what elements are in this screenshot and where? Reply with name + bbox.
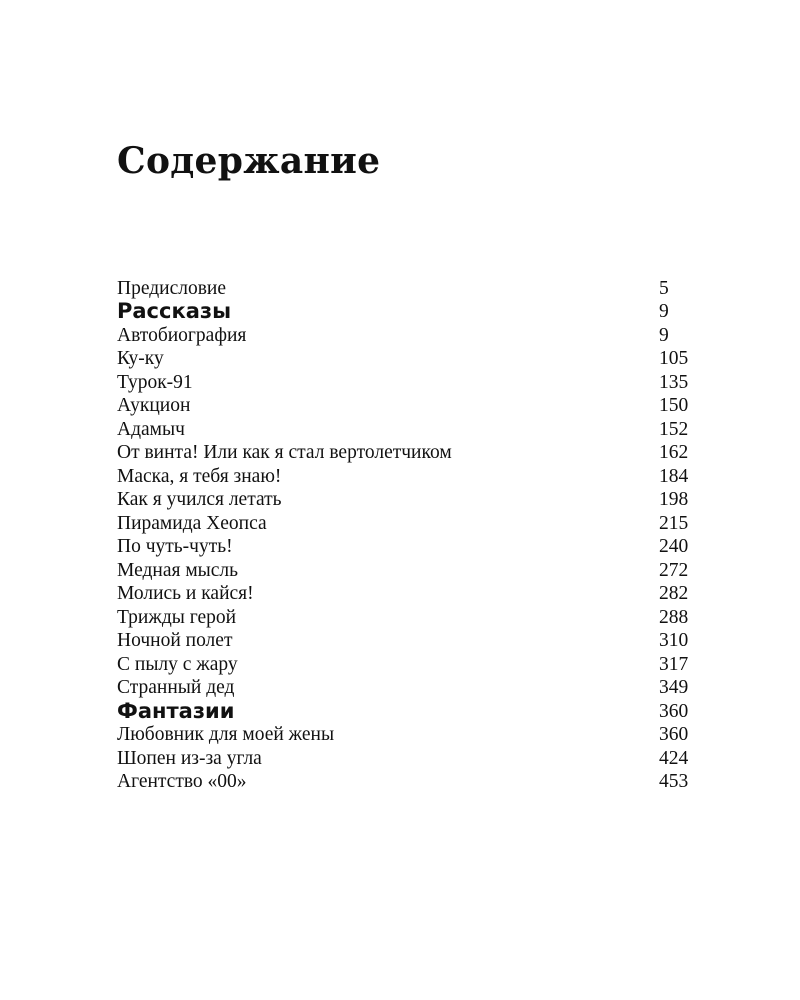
toc-entry-row: [117, 277, 697, 301]
page-title: Содержание: [117, 140, 381, 182]
toc-section-title: Фантазии: [117, 698, 235, 723]
toc-entry-row: [117, 395, 697, 419]
toc-entry-title: Маска, я тебя знаю!: [117, 465, 282, 487]
toc-entry-title: Предисловие: [117, 277, 227, 299]
toc-entry-row: [117, 536, 697, 560]
toc-entry-title: Турок-91: [117, 371, 193, 393]
toc-entry-title: Шопен из-за угла: [117, 747, 262, 769]
toc-entry-title: С пылу с жару: [117, 653, 238, 675]
toc-entry-row: [117, 465, 697, 489]
toc-entry-row: [117, 771, 697, 795]
toc-page-number: 360: [659, 700, 689, 722]
toc-page-number: 198: [659, 489, 689, 510]
toc-section-title: Рассказы: [117, 299, 232, 323]
toc-page-number: 105: [659, 348, 689, 369]
toc-page-number: 162: [659, 442, 689, 463]
toc-page-number: 184: [659, 465, 689, 487]
toc-entry-title: Пирамида Хеопса: [117, 512, 267, 534]
toc-entry-row: [117, 489, 697, 513]
toc-entry-title: Молись и кайся!: [117, 583, 254, 604]
toc-section-row: [117, 700, 697, 724]
toc-section-row: [117, 301, 697, 325]
toc-entry-title: Любовник для моей жены: [117, 724, 335, 745]
toc-page-number: 240: [659, 536, 689, 557]
toc-entry-title: Ку-ку: [117, 348, 164, 369]
toc-entry-title: Медная мысль: [117, 559, 239, 581]
toc-page-number: 272: [659, 559, 689, 581]
toc-entry-row: [117, 418, 697, 442]
toc-page-number: 360: [659, 724, 689, 745]
toc-page-number: 310: [659, 630, 689, 651]
toc-entry-title: Автобиография: [117, 324, 247, 346]
toc-entry-row: [117, 559, 697, 583]
toc-entry-title: Адамыч: [117, 418, 185, 440]
toc-entry-row: [117, 512, 697, 536]
toc-entry-row: [117, 724, 697, 748]
toc-entry-row: [117, 677, 697, 701]
toc-entry-title: От винта! Или как я стал вертолетчиком: [117, 442, 452, 463]
toc-page-number: 424: [659, 747, 689, 769]
toc-entry-row: [117, 442, 697, 466]
toc-page-number: 150: [659, 395, 689, 416]
toc-page-number: 152: [659, 418, 689, 440]
toc-entry-title: Странный дед: [117, 677, 235, 698]
toc-entry-row: [117, 348, 697, 372]
toc-page-number: 9: [659, 324, 669, 346]
toc-page-number: 5: [659, 277, 669, 299]
toc-entry-title: Аукцион: [117, 395, 191, 416]
toc-entry-row: [117, 606, 697, 630]
toc-entry-row: [117, 324, 697, 348]
toc-page-number: 349: [659, 677, 689, 698]
toc-entry-title: Агентство «00»: [117, 771, 247, 792]
toc-page-number: 215: [659, 512, 689, 534]
toc-entry-title: Трижды герой: [117, 606, 237, 628]
toc-page-number: 317: [659, 653, 689, 675]
table-of-contents: [117, 277, 697, 794]
toc-entry-title: По чуть-чуть!: [117, 536, 233, 557]
toc-page-number: 282: [659, 583, 689, 604]
toc-entry-row: [117, 583, 697, 607]
toc-entry-title: Ночной полет: [117, 630, 233, 651]
toc-page-number: 9: [659, 301, 669, 322]
toc-entry-row: [117, 371, 697, 395]
toc-entry-title: Как я учился летать: [117, 489, 282, 510]
toc-page-number: 453: [659, 771, 689, 792]
toc-entry-row: [117, 747, 697, 771]
toc-entry-row: [117, 653, 697, 677]
toc-page-number: 288: [659, 606, 689, 628]
toc-entry-row: [117, 630, 697, 654]
toc-page-number: 135: [659, 371, 689, 393]
